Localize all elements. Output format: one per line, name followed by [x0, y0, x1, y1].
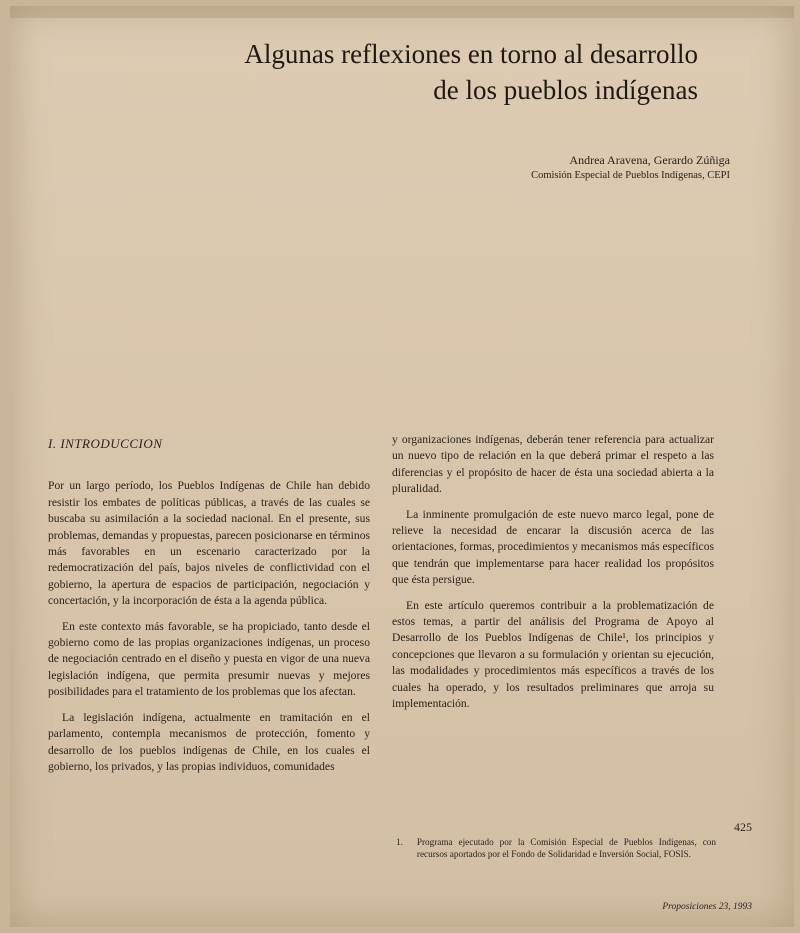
article-title: [138, 36, 698, 108]
page-edge-shadow: [10, 6, 794, 18]
article-title-line-1: Algunas reflexiones en torno al desarrollo: [244, 39, 698, 69]
footnote-number: 1.: [396, 837, 403, 847]
paragraph: En este contexto más favorable, se ha propiciado, tanto desde el gobierno como de las propias organizaciones indígenas, un proceso de negociación centrado en el diseño y puesta en vigor de una nueva legislación indígena, que permita presumir nuevas y mejores posibilidades para el tratamiento de los problemas que los afectan.: [48, 619, 370, 699]
right-column: [392, 432, 714, 722]
footnote-text: Programa ejecutado por la Comisión Especial de Pueblos Indígenas, con recursos aportados por el Fondo de Solidaridad e Inversión Social, FOSIS.: [416, 837, 716, 859]
footnote: [396, 836, 716, 860]
left-column: [48, 432, 370, 784]
paragraph: En este artículo queremos contribuir a la problematización de estos temas, a partir del análisis del Programa de Apoyo al Desarrollo de los Pueblos Indígenas de Chile¹, los principios y concepciones que llevaron a su formulación y orientan su ejecución, las modalidades y procedimientos más específicos a través de los cuales ha operado, y los resultados preliminares que arroja su implementación.: [392, 598, 714, 711]
author-names: Andrea Aravena, Gerardo Zúñiga: [569, 153, 730, 167]
document-page: [10, 6, 794, 927]
paragraph: La inminente promulgación de este nuevo marco legal, pone de relieve la necesidad de encarar la discusión acerca de las orientaciones, formas, procedimientos y mecanismos más específicos que tendrán que implementarse para hacer realidad los propósitos que ésta persigue.: [392, 507, 714, 587]
paragraph: y organizaciones indígenas, deberán tener referencia para actualizar un nuevo tipo de relación en la que deberá primar el respeto a las diferencias y el propósito de hacer de ésta una sociedad abierta a la pluralidad.: [392, 433, 714, 496]
author-affiliation: Comisión Especial de Pueblos Indígenas, CEPI: [531, 170, 730, 181]
page-number: 425: [734, 820, 752, 834]
article-title-line-2: de los pueblos indígenas: [433, 75, 698, 105]
author-block: [531, 152, 730, 184]
journal-footer: Proposiciones 23, 1993: [662, 902, 752, 912]
section-heading: I. INTRODUCCION: [48, 436, 163, 451]
paragraph: Por un largo período, los Pueblos Indígenas de Chile han debido resistir los embates de políticas públicas, a través de las cuales se buscaba su asimilación a la sociedad nacional. En el presente, sus problemas, demandas y propuestas, parecen posicionarse en términos más favorables en un escenario caracterizado por la redemocratización del país, bajos niveles de conflictividad con el gobierno, la apertura de espacios de participación, negociación y concertación, y la incorporación de ésta a la agenda pública.: [48, 479, 370, 608]
paragraph: La legislación indígena, actualmente en tramitación en el parlamento, contempla mecanismos de protección, fomento y desarrollo de los pueblos indígenas de Chile, en los cuales el gobierno, los privados, y las propias individuos, comunidades: [48, 710, 370, 773]
